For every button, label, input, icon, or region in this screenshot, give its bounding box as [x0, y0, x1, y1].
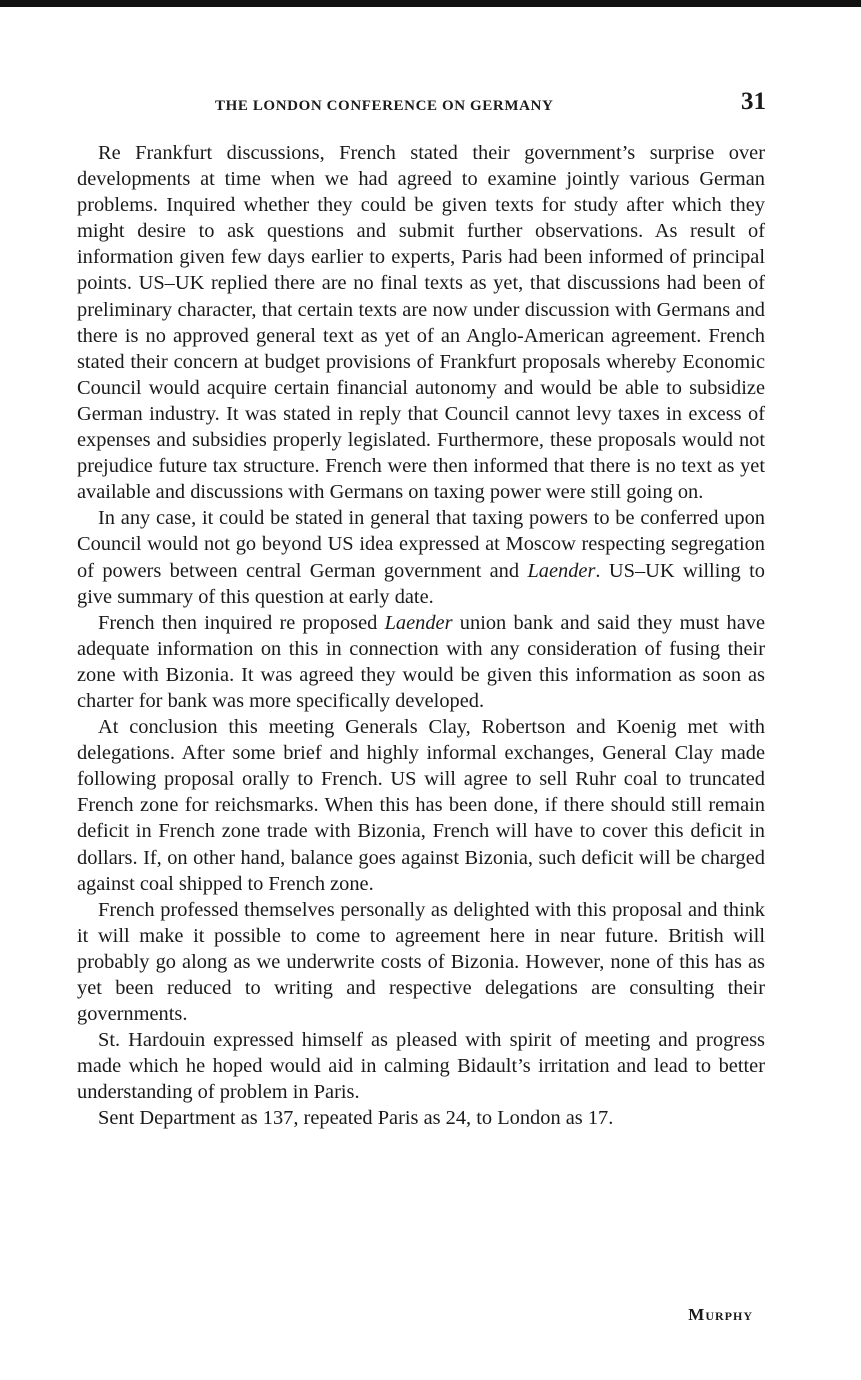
- page-number: 31: [741, 88, 766, 115]
- paragraph-french-reaction: French professed themselves personally as delighted with this proposal and think it will make it possible to come to agreement here in near future. British will probably go along as we underwrite costs of Bizonia. However, none of this has as yet been reduced to writing and respective delegations are consulting their governments.: [77, 898, 765, 1026]
- paragraph-text: In any case, it could be stated in general that taxing powers to be conferred upon Council would not go beyond US idea expressed at Moscow respecting segregation of powers between central German government and: [77, 507, 765, 582]
- italic-term: Laender: [384, 611, 453, 634]
- running-head: THE LONDON CONFERENCE ON GERMANY: [215, 98, 554, 114]
- paragraph-taxing-powers: [77, 505, 765, 609]
- paragraph-frankfurt-discussions: Re Frankfurt discussions, French stated their government’s surprise over developments at time when we had agreed to examine jointly various German problems. Inquired whether they could be given texts for study after which they might desire to ask questions and submit further observations. As result of information given few days earlier to experts, Paris had been informed of principal points. US–UK replied there are no final texts as yet, that discussions had been of preliminary character, that certain texts are now under discussion with Germans and there is no approved general text as yet of an Anglo-American agreement. French stated their concern at budget provisions of Frankfurt proposals whereby Economic Council would acquire certain financial autonomy and would be able to subsidize German industry. It was stated in reply that Council cannot levy taxes in excess of expenses and subsidies properly legislated. Furthermore, these proposals would not prejudice future tax structure. French were then informed that there is no text as yet available and discussions with Germans on taxing power were still going on.: [77, 142, 765, 504]
- paragraph-text: . US–UK willing to give summary of this question at early date.: [77, 559, 765, 608]
- paragraph-st-hardouin: St. Hardouin expressed himself as pleased with spirit of meeting and progress made which he hoped would aid in calming Bidault’s irritation and lead to better understanding of problem in Paris.: [77, 1029, 765, 1104]
- paragraph-clay-proposal: At conclusion this meeting Generals Clay, Robertson and Koenig met with delegations. After some brief and highly informal exchanges, General Clay made following proposal orally to French. US will agree to sell Ruhr coal to truncated French zone for reichsmarks. When this has been done, if there should still remain deficit in French zone trade with Bizonia, French will have to cover this deficit in dollars. If, on other hand, balance goes against Bizonia, such deficit will be charged against coal shipped to French zone.: [77, 716, 765, 895]
- document-body: [77, 140, 765, 1132]
- paragraph-distribution: Sent Department as 137, repeated Paris as 24, to London as 17.: [98, 1107, 614, 1130]
- signature: Murphy: [688, 1305, 753, 1324]
- paragraph-text: French then inquired re proposed: [98, 611, 385, 634]
- italic-term: Laender: [527, 559, 596, 582]
- top-border-rule: [0, 0, 861, 7]
- paragraph-union-bank: [77, 610, 765, 714]
- paragraph-text: union bank and said they must have adequate information on this in connection with any consideration of fusing their zone with Bizonia. It was agreed they would be given this information as soon as charter for bank was more specifically developed.: [77, 611, 765, 712]
